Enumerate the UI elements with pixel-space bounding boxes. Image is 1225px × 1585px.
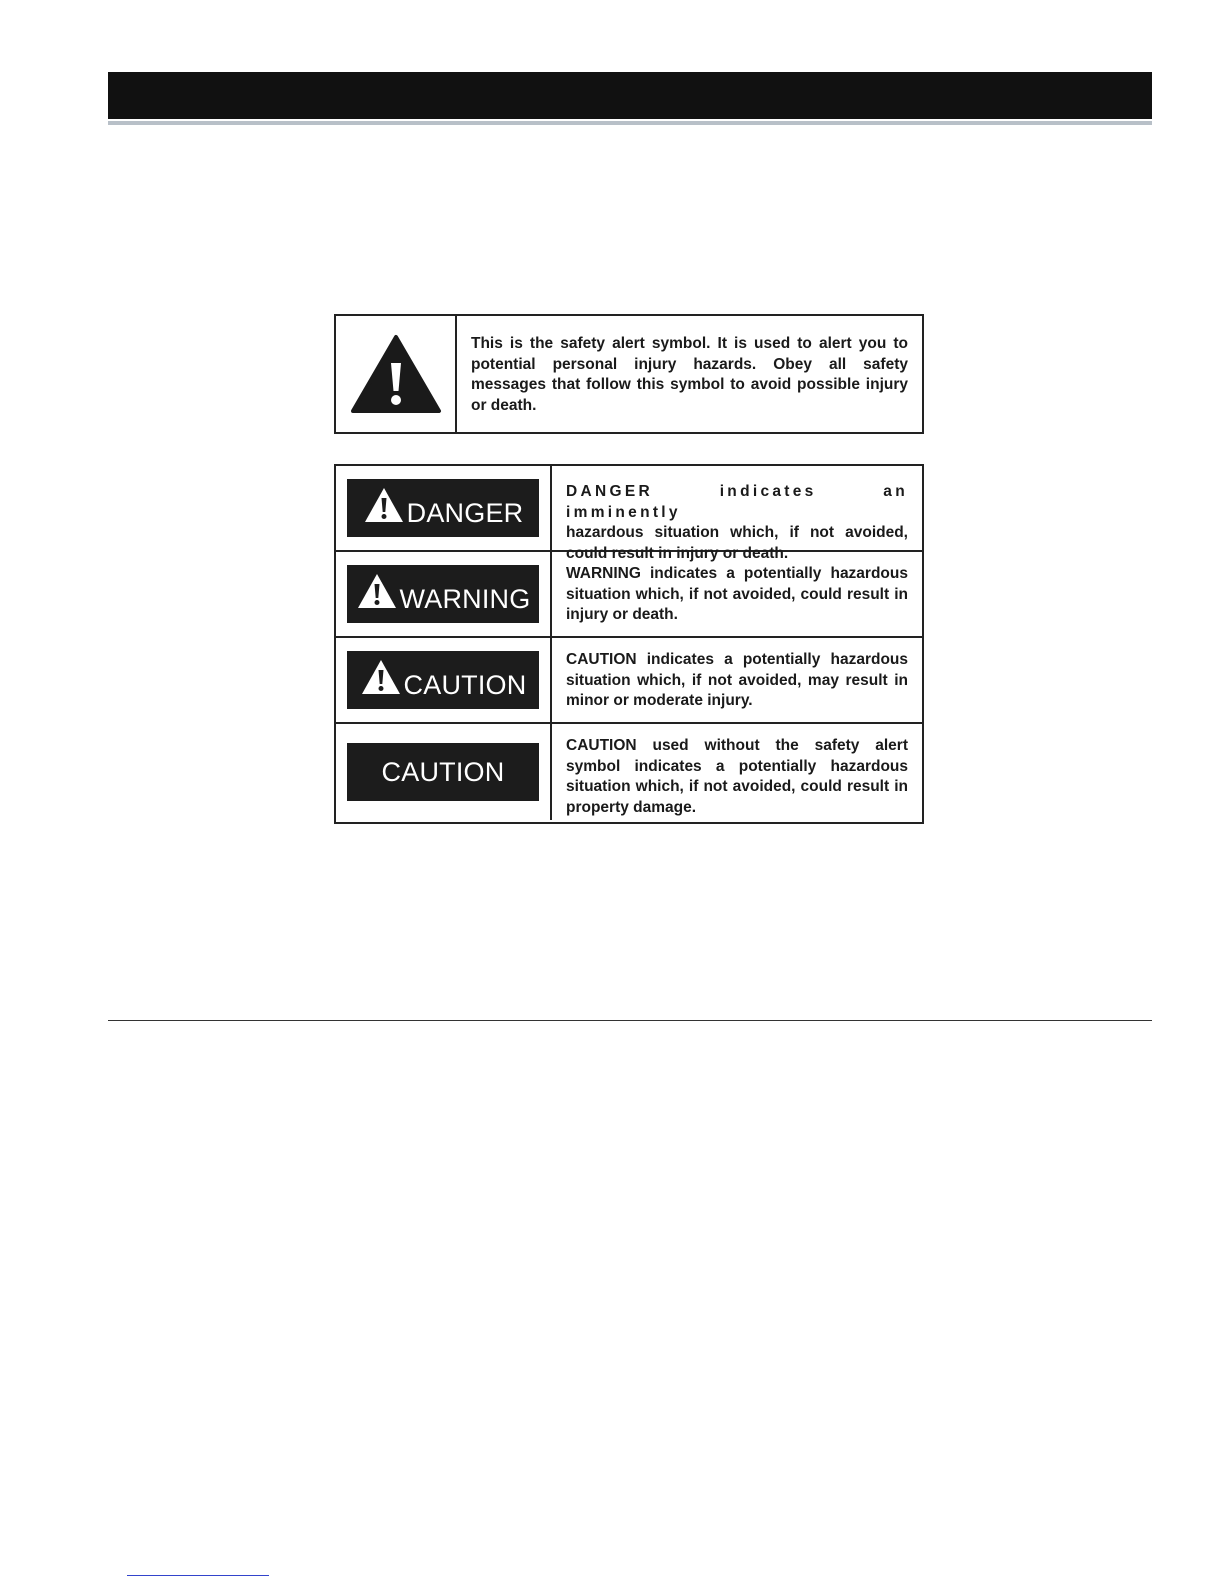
danger-label xyxy=(347,479,539,537)
warning-triangle-icon xyxy=(356,572,398,610)
label-cell xyxy=(336,724,552,820)
signal-row-danger xyxy=(336,466,922,562)
safety-alert-icon-cell xyxy=(336,316,457,432)
signal-word-table xyxy=(334,464,924,824)
caution-plain-label-text: CAUTION xyxy=(381,756,505,787)
label-cell xyxy=(336,552,552,636)
signal-row-warning xyxy=(336,552,922,638)
label-cell xyxy=(336,638,552,722)
danger-label-text: DANGER xyxy=(406,497,524,528)
section-divider xyxy=(108,1020,1152,1021)
header-rule xyxy=(108,121,1152,125)
danger-description xyxy=(552,466,922,562)
danger-description-rest: hazardous situation which, if not avoided, could result in injury or death. xyxy=(566,524,908,562)
caution-label-text: CAUTION xyxy=(403,669,527,700)
warning-label-text: WARNING xyxy=(399,583,531,614)
label-cell xyxy=(336,466,552,550)
warning-triangle-icon xyxy=(363,486,405,524)
warning-triangle-icon xyxy=(350,333,442,415)
signal-row-caution xyxy=(336,638,922,724)
caution-plain-description: CAUTION used without the safety alert symbol indicates a potentially hazardous situation which, if not avoided, could result in property damage. xyxy=(566,737,908,816)
safety-alert-text: This is the safety alert symbol. It is used to alert you to potential personal injury hazards. Obey all safety messages that follow this symbol to avoid possible injury or death. xyxy=(471,335,908,414)
caution-description: CAUTION indicates a potentially hazardous situation which, if not avoided, may result in minor or moderate injury. xyxy=(566,651,908,709)
signal-row-caution-no-symbol xyxy=(336,724,922,820)
caution-plain-label xyxy=(347,743,539,801)
footer-link-underline xyxy=(127,1575,269,1576)
caution-label xyxy=(347,651,539,709)
safety-alert-box xyxy=(334,314,924,434)
warning-label xyxy=(347,565,539,623)
header-bar xyxy=(108,72,1152,119)
warning-description: WARNING indicates a potentially hazardous situation which, if not avoided, could result in injury or death. xyxy=(566,565,908,623)
danger-description-first-line: DANGER indicates an imminently xyxy=(566,483,908,521)
warning-triangle-icon xyxy=(360,658,402,696)
